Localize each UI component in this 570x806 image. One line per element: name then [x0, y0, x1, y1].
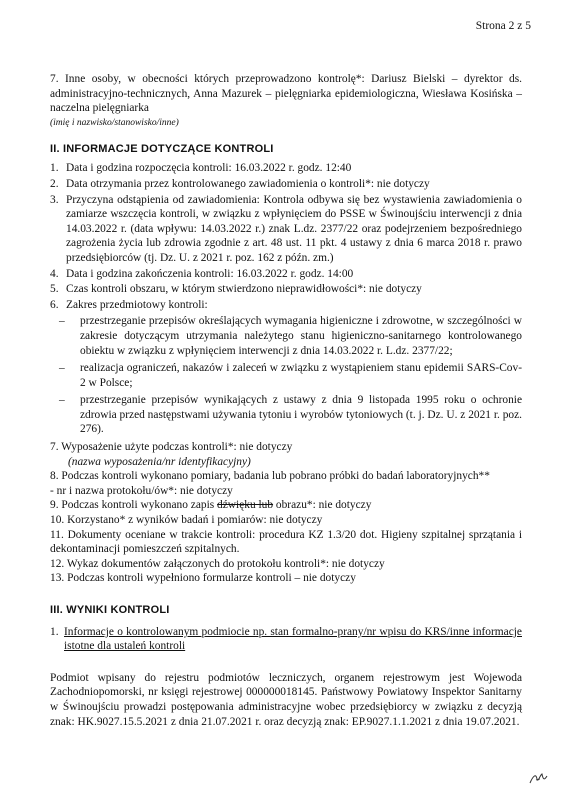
- item-number: 1.: [50, 625, 59, 638]
- results-item-entity-info: [50, 625, 522, 654]
- equipment-note: (nazwa wyposażenia/nr identyfikacyjny): [68, 455, 251, 468]
- item-text: Data otrzymania przez kontrolowanego zawiadomienia o kontroli*: nie dotyczy: [66, 177, 430, 190]
- bullet-text: przestrzeganie przepisów wynikających z ustawy z dnia 9 listopada 1995 roku o ochronie zdrowia przed następstwami używania tytoniu i wyrobów tytoniowych (t. j. Dz. U. z 2021 r. poz. 276).: [80, 394, 522, 436]
- page-number: Strona 2 z 5: [475, 20, 531, 32]
- other-persons-note: (imię i nazwisko/stanowisko/inne): [50, 117, 179, 128]
- info-item-duration: [50, 282, 522, 297]
- item-number: 3.: [50, 193, 59, 206]
- info-item-scope: [50, 298, 522, 313]
- initials-signature: [528, 770, 550, 786]
- measurements-item: 8. Podczas kontroli wykonano pomiary, badania lub pobrano próbki do badań laboratoryjnych**: [50, 470, 490, 483]
- other-persons-item: 7. Inne osoby, w obecności których przeprowadzono kontrolę*: Dariusz Bielski – dyrektor ds. administracyjno-technicznych, Anna Mazurek – pielęgniarka epidemiologiczna, Wiesława Kosińska – naczelna pielęgniarka: [50, 73, 522, 115]
- item-number: 5.: [50, 283, 59, 296]
- info-item-start: [50, 161, 522, 176]
- document-body: [50, 72, 522, 729]
- bullet-dash: –: [59, 362, 65, 375]
- item-number: 4.: [50, 267, 59, 280]
- scope-bullet: [50, 314, 522, 358]
- info-item-reason: [50, 193, 522, 266]
- recording-item: [50, 498, 522, 513]
- info-item-notice: [50, 177, 522, 192]
- documents-assessed-item: 11. Dokumenty oceniane w trakcie kontroli: procedura KZ 1.3/20 dot. Higieny szpitalnej sprzątania i dekontaminacji pomieszczeń szpitalnych.: [50, 528, 522, 556]
- item-number: 1.: [50, 162, 59, 175]
- scope-bullet: [50, 393, 522, 437]
- item-text: Przyczyna odstąpienia od zawiadomienia: Kontrola odbywa się bez wystawienia zawiadomienia o zamiarze wszczęcia kontroli, w związku z wpłynięciem do PSSE w Świnoujściu interwencji z dnia 14.03.2022 r. (data wpływu: 14.03.2022 r.) znak L.dz. 2377/22 oraz podejrzeniem bezpośredniego zagrożenia życia lub zdrowia zgodnie z art. 48 ust. 11 pkt. 4 ustawy z dnia 6 marca 2018 r. prawo przedsiębiorców (tj. Dz. U. z 2021 r. poz. 162 z późn. zm.): [66, 193, 522, 264]
- bullet-dash: –: [59, 315, 65, 328]
- recording-struck-text: dźwięku lub: [217, 499, 274, 512]
- section-title-results: III. WYNIKI KONTROLI: [50, 604, 170, 616]
- recording-text-before: 9. Podczas kontroli wykonano zapis: [50, 499, 218, 512]
- recording-text-after: obrazu*: nie dotyczy: [273, 499, 372, 512]
- results-used-item: 10. Korzystano* z wyników badań i pomiarów: nie dotyczy: [50, 514, 323, 527]
- item-text: Data i godzina zakończenia kontroli: 16.03.2022 r. godz. 14:00: [66, 267, 354, 280]
- bullet-dash: –: [59, 394, 65, 407]
- bullet-text: przestrzeganie przepisów określających wymagania higieniczne i zdrowotne, w szczególności w zakresie dotyczącym utrzymania należytego stanu higieniczno-sanitarnego kontrolowanego obiektu w związku z wpłynięciem interwencji z dnia 14.03.2022 r. L.dz. 2377/22;: [80, 315, 522, 357]
- scope-bullet: [50, 361, 522, 390]
- item-text: Czas kontroli obszaru, w którym stwierdzono nieprawidłowości*: nie dotyczy: [66, 283, 422, 296]
- item-text: Data i godzina rozpoczęcia kontroli: 16.03.2022 r. godz. 12:40: [66, 162, 352, 175]
- section-title-info: II. INFORMACJE DOTYCZĄCE KONTROLI: [50, 142, 274, 155]
- bullet-text: realizacja ograniczeń, nakazów i zaleceń w związku z wystąpieniem stanu epidemii SARS-Cov-2 w Polsce;: [80, 362, 522, 389]
- item-text: Zakres przedmiotowy kontroli:: [66, 298, 208, 311]
- equipment-item: 7. Wyposażenie użyte podczas kontroli*: nie dotyczy: [50, 441, 293, 454]
- protocol-number-item: - nr i nazwa protokołu/ów*: nie dotyczy: [50, 484, 233, 497]
- info-item-end: [50, 267, 522, 282]
- item-number: 2.: [50, 177, 59, 190]
- attached-documents-item: 12. Wykaz dokumentów załączonych do protokołu kontroli*: nie dotyczy: [50, 557, 385, 570]
- item-text: Informacje o kontrolowanym podmiocie np. stan formalno-prany/nr wpisu do KRS/inne informacje istotne dla ustaleń kontroli: [64, 625, 522, 653]
- item-number: 6.: [50, 298, 59, 311]
- forms-filled-item: 13. Podczas kontroli wypełniono formularze kontroli – nie dotyczy: [50, 572, 356, 585]
- entity-description-paragraph: Podmiot wpisany do rejestru podmiotów leczniczych, organem rejestrowym jest Wojewoda Zachodniopomorski, nr księgi rejestrowej 000000018145. Państwowy Powiatowy Inspektor Sanitarny w Świnoujściu prowadzi postępowania administracyjne wobec przedsiębiorcy w związku z decyzją znak: HK.9027.15.5.2021 z dnia 21.07.2021 r. oraz decyzją znak: EP.9027.1.1.2021 z dnia 19.07.2021.: [50, 671, 522, 728]
